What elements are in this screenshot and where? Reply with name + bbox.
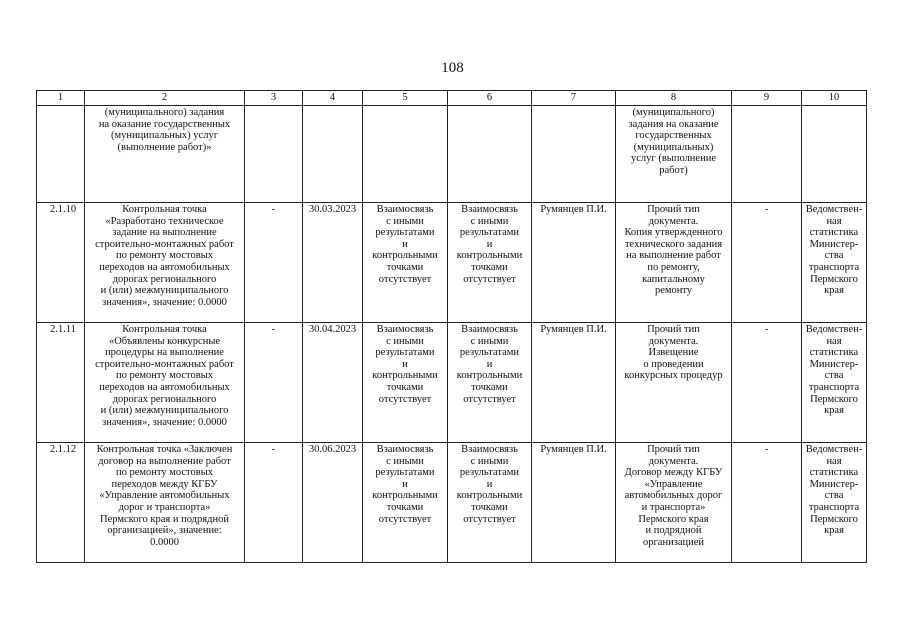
column-number: 5 [363,91,448,106]
predecessor-links: Взаимосвязь с иными результатами и контрольными точками отсутствует [363,203,448,323]
document-type: Прочий тип документа. Извещение о проведении конкурсных процедур [616,323,732,443]
base-value: - [245,203,303,323]
successor-links: Взаимосвязь с иными результатами и контрольными точками отсутствует [448,203,532,323]
responsible-person: Румянцев П.И. [532,323,616,443]
successor-links: Взаимосвязь с иными результатами и контрольными точками отсутствует [448,323,532,443]
responsible-person: Румянцев П.И. [532,443,616,563]
column-number: 8 [616,91,732,106]
control-point-description: Контрольная точка «Объявлены конкурсные процедуры на выполнение строительно-монтажных работ по ремонту мостовых переходов на автомобильных дорогах регионального и (или) межмуниципального значения», значение: 0.0000 [85,323,245,443]
data-source [802,106,867,203]
deadline-date: 30.06.2023 [303,443,363,563]
predecessor-links: Взаимосвязь с иными результатами и контрольными точками отсутствует [363,443,448,563]
row-number: 2.1.11 [37,323,85,443]
plan-table [36,90,867,563]
column-number-row [37,91,867,106]
info-system: - [732,443,802,563]
column-number: 1 [37,91,85,106]
table-row [37,443,867,563]
column-number: 3 [245,91,303,106]
document-type: (муниципального) задания на оказание государственных (муниципальных) услуг (выполнение работ) [616,106,732,203]
column-number: 2 [85,91,245,106]
row-number: 2.1.12 [37,443,85,563]
responsible-person: Румянцев П.И. [532,203,616,323]
row-number: 2.1.10 [37,203,85,323]
control-point-description: Контрольная точка «Заключен договор на выполнение работ по ремонту мостовых переходов между КГБУ «Управление автомобильных дорог и транспорта» Пермского края и подрядной организацией», значение: 0.0000 [85,443,245,563]
table-row [37,323,867,443]
control-point-description: Контрольная точка «Разработано техническое задание на выполнение строительно-монтажных работ по ремонту мостовых переходов на автомобильных дорогах регионального и (или) межмуниципального значения», значение: 0.0000 [85,203,245,323]
deadline-date: 30.04.2023 [303,323,363,443]
data-source: Ведомствен- ная статистика Министер- ства транспорта Пермского края [802,203,867,323]
info-system [732,106,802,203]
data-source: Ведомствен- ная статистика Министер- ства транспорта Пермского края [802,323,867,443]
base-value [245,106,303,203]
column-number: 9 [732,91,802,106]
table-row [37,203,867,323]
deadline-date: 30.03.2023 [303,203,363,323]
responsible-person [532,106,616,203]
column-number: 6 [448,91,532,106]
info-system: - [732,203,802,323]
column-number: 10 [802,91,867,106]
successor-links [448,106,532,203]
base-value: - [245,443,303,563]
row-number [37,106,85,203]
base-value: - [245,323,303,443]
successor-links: Взаимосвязь с иными результатами и контрольными точками отсутствует [448,443,532,563]
column-number: 7 [532,91,616,106]
table-row [37,106,867,203]
data-source: Ведомствен- ная статистика Министер- ства транспорта Пермского края [802,443,867,563]
predecessor-links: Взаимосвязь с иными результатами и контрольными точками отсутствует [363,323,448,443]
document-type: Прочий тип документа. Договор между КГБУ «Управление автомобильных дорог и транспорта» Пермского края и подрядной организацией [616,443,732,563]
column-number: 4 [303,91,363,106]
info-system: - [732,323,802,443]
document-type: Прочий тип документа. Копия утвержденного технического задания на выполнение работ по ремонту, капитальному ремонту [616,203,732,323]
control-point-description: (муниципального) задания на оказание государственных (муниципальных) услуг (выполнение работ)» [85,106,245,203]
page-number: 108 [441,60,464,76]
predecessor-links [363,106,448,203]
table-body [37,91,867,563]
deadline-date [303,106,363,203]
